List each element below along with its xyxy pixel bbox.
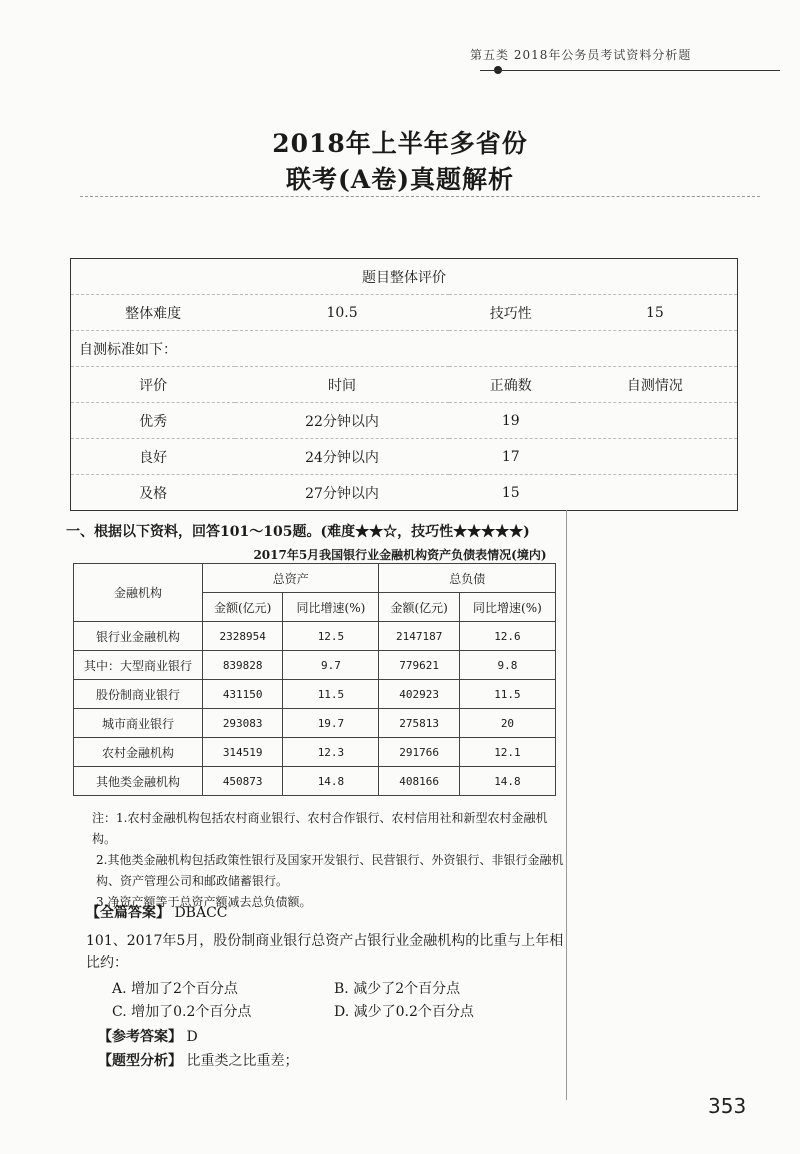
sub-growth: 同比增速(%) <box>283 593 379 622</box>
liability-growth: 14.8 <box>459 767 555 796</box>
asset-amount: 2328954 <box>203 622 283 651</box>
ref-answer-value: D <box>186 1029 198 1045</box>
reference-answer <box>98 1026 198 1046</box>
note-3: 3.净资产额等于总资产额减去总负债额。 <box>96 895 312 909</box>
eval-cell <box>573 439 738 475</box>
eval-row <box>71 475 738 511</box>
eval-cell: 19 <box>449 403 573 439</box>
analysis-label: 【题型分析】 <box>98 1053 182 1069</box>
page-number: 353 <box>708 1094 747 1118</box>
sub-amount: 金额(亿元) <box>379 593 459 622</box>
eval-cell: 22分钟以内 <box>235 403 449 439</box>
eval-cell: 15 <box>501 484 520 501</box>
eval-heading: 题目整体评价 <box>71 259 738 295</box>
asset-growth: 12.3 <box>283 738 379 767</box>
header-rule <box>480 70 780 71</box>
liability-growth: 20 <box>459 709 555 738</box>
full-answer <box>86 902 228 922</box>
liability-amount: 408166 <box>379 767 459 796</box>
institution-name: 农村金融机构 <box>74 738 203 767</box>
note-1: 注：1.农村金融机构包括农村商业银行、农村合作银行、农村信用社和新型农村金融机构。 <box>92 811 548 846</box>
group-liabilities: 总负债 <box>379 564 556 593</box>
table-row <box>74 738 556 767</box>
eval-row <box>71 403 738 439</box>
table-row <box>74 651 556 680</box>
liability-growth: 12.6 <box>459 622 555 651</box>
asset-amount: 293083 <box>203 709 283 738</box>
asset-growth: 19.7 <box>283 709 379 738</box>
question-101: 101、2017年5月，股份制商业银行总资产占银行业金融机构的比重与上年相比约： <box>86 933 564 971</box>
eval-cell: 17 <box>449 439 573 475</box>
full-answer-value: DBACC <box>174 905 228 921</box>
liability-growth: 12.1 <box>459 738 555 767</box>
eval-col-header: 评价 <box>71 367 236 403</box>
liability-growth: 9.8 <box>459 651 555 680</box>
asset-amount: 450873 <box>203 767 283 796</box>
asset-growth: 12.5 <box>283 622 379 651</box>
option-b: B. 减少了2个百分点 <box>334 981 461 997</box>
eval-row <box>71 439 738 475</box>
option-d: D. 减少了0.2个百分点 <box>334 1004 474 1020</box>
table-row <box>74 622 556 651</box>
eval-col-header: 自测情况 <box>573 367 738 403</box>
eval-cell: 及格 <box>139 485 168 502</box>
skill-value: 15 <box>573 295 738 331</box>
asset-growth: 9.7 <box>283 651 379 680</box>
table-notes <box>92 808 566 913</box>
ref-answer-label: 【参考答案】 <box>98 1029 182 1045</box>
running-header: 第五类 2018年公务员考试资料分析题 <box>470 48 692 62</box>
liability-amount: 2147187 <box>379 622 459 651</box>
institution-name: 其中：大型商业银行 <box>74 651 203 680</box>
note-2: 2.其他类金融机构包括政策性银行及国家开发银行、民营银行、外资银行、非银行金融机构、资产管理公司和邮政储蓄银行。 <box>96 853 564 888</box>
asset-amount: 839828 <box>203 651 283 680</box>
asset-growth: 14.8 <box>283 767 379 796</box>
balance-sheet-table <box>73 563 556 796</box>
eval-col-header: 正确数 <box>449 367 573 403</box>
table-row <box>74 680 556 709</box>
column-divider <box>566 510 567 1100</box>
eval-cell <box>573 475 738 511</box>
option-a: A. 增加了2个百分点 <box>112 981 238 997</box>
eval-cell: 良好 <box>71 439 236 475</box>
table-row <box>74 709 556 738</box>
criteria-label: 自测标准如下： <box>71 331 738 367</box>
institution-name: 其他类金融机构 <box>74 767 203 796</box>
difficulty-label: 整体难度 <box>71 295 236 331</box>
eval-cell: 24分钟以内 <box>235 439 449 475</box>
section-heading: 一、根据以下资料，回答101～105题。(难度★★☆，技巧性★★★★★) <box>66 524 530 540</box>
liability-amount: 275813 <box>379 709 459 738</box>
page-title-line1: 2018年上半年多省份 <box>272 129 528 158</box>
eval-cell <box>573 403 738 439</box>
page-title-line2: 联考(A卷)真题解析 <box>285 165 515 194</box>
sub-growth: 同比增速(%) <box>459 593 555 622</box>
liability-amount: 291766 <box>379 738 459 767</box>
asset-growth: 11.5 <box>283 680 379 709</box>
asset-amount: 431150 <box>203 680 283 709</box>
skill-label: 技巧性 <box>449 295 573 331</box>
eval-col-header: 时间 <box>235 367 449 403</box>
table-row <box>74 767 556 796</box>
institution-name: 银行业金融机构 <box>74 622 203 651</box>
evaluation-table <box>70 258 738 511</box>
title-rule <box>80 196 760 197</box>
difficulty-value: 10.5 <box>235 295 449 331</box>
analysis-value: 比重类之比重差； <box>186 1053 299 1069</box>
institution-name: 城市商业银行 <box>74 709 203 738</box>
group-assets: 总资产 <box>203 564 379 593</box>
liability-growth: 11.5 <box>459 680 555 709</box>
col-institution: 金融机构 <box>74 564 203 622</box>
liability-amount: 779621 <box>379 651 459 680</box>
full-answer-label: 【全篇答案】 <box>86 905 170 921</box>
institution-name: 股份制商业银行 <box>74 680 203 709</box>
asset-amount: 314519 <box>203 738 283 767</box>
data-table-title: 2017年5月我国银行业金融机构资产负债表情况(境内) <box>253 548 547 562</box>
eval-cell: 27分钟以内 <box>305 485 379 502</box>
sub-amount: 金额(亿元) <box>203 593 283 622</box>
eval-cell: 优秀 <box>71 403 236 439</box>
question-analysis <box>98 1050 298 1070</box>
option-c: C. 增加了0.2个百分点 <box>112 1004 252 1020</box>
liability-amount: 402923 <box>379 680 459 709</box>
